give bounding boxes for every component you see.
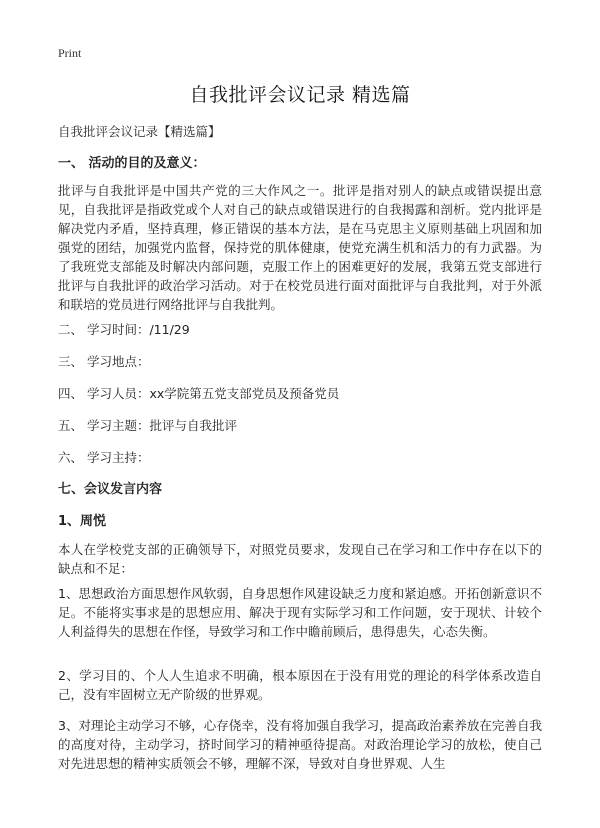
paragraph-purpose: 批评与自我批评是中国共产党的三大作风之一。批评是指对别人的缺点或错误提出意见，自我批评是指政党或个人对自己的缺点或错误进行的自我揭露和剖析。党内批评是解决党内矛盾，坚持真理，修正错误的基本方法，是在马克思主义原则基础上巩固和加强党的团结，加强党内监督，保持党的肌体健康，使党充满生机和活力的有力武器。为了我班党支部能及时解决内部问题，克服工作上的困难更好的发展，我第五党支部进行批评与自我批评的政治学习活动。对于在校党员进行面对面批评与自我批判，对于外派和联培的党员进行网络批评与自我批判。 <box>58 183 542 312</box>
section-heading-purpose: 一、 活动的目的及意义： <box>58 156 206 171</box>
study-location: 三、 学习地点： <box>58 354 150 369</box>
document-title: 自我批评会议记录 精选篇 <box>189 84 411 106</box>
paragraph-point-2: 2、学习目的、个人人生追求不明确，根本原因在于没有用党的理论的科学体系改造自己，没有牢固树立无产阶级的世界观。 <box>58 668 542 702</box>
study-host: 六、 学习主持： <box>58 450 150 465</box>
speaker-heading: 1、周悦 <box>58 514 107 529</box>
paragraph-point-1: 1、思想政治方面思想作风软弱，自身思想作风建设缺乏力度和紧迫感。开拓创新意识不足。不能将实事求是的思想应用、解决于现有实际学习和工作问题，安于现状、计较个人利益得失的思想在作怪，导致学习和工作中瞻前顾后，患得患失，心态失衡。 <box>58 586 542 639</box>
study-time: 二、 学习时间：/11/29 <box>58 322 190 337</box>
document-subtitle: 自我批评会议记录【精选篇】 <box>58 124 221 139</box>
print-label[interactable]: Print <box>58 46 82 60</box>
section-heading-meeting: 七、会议发言内容 <box>58 482 163 497</box>
study-theme: 五、 学习主题：批评与自我批评 <box>58 418 237 433</box>
study-participants: 四、 学习人员：xx学院第五党支部党员及预备党员 <box>58 386 340 401</box>
paragraph-point-3: 3、对理论主动学习不够，心存侥幸，没有将加强自我学习，提高政治素养放在完善自我的高度对待，主动学习，挤时间学习的精神亟待提高。对政治理论学习的放松，使自己对先进思想的精神实质领会不够，理解不深，导致对自身世界观、人生 <box>58 718 542 771</box>
paragraph-intro: 本人在学校党支部的正确领导下，对照党员要求，发现自己在学习和工作中存在以下的缺点和不足： <box>58 542 542 576</box>
